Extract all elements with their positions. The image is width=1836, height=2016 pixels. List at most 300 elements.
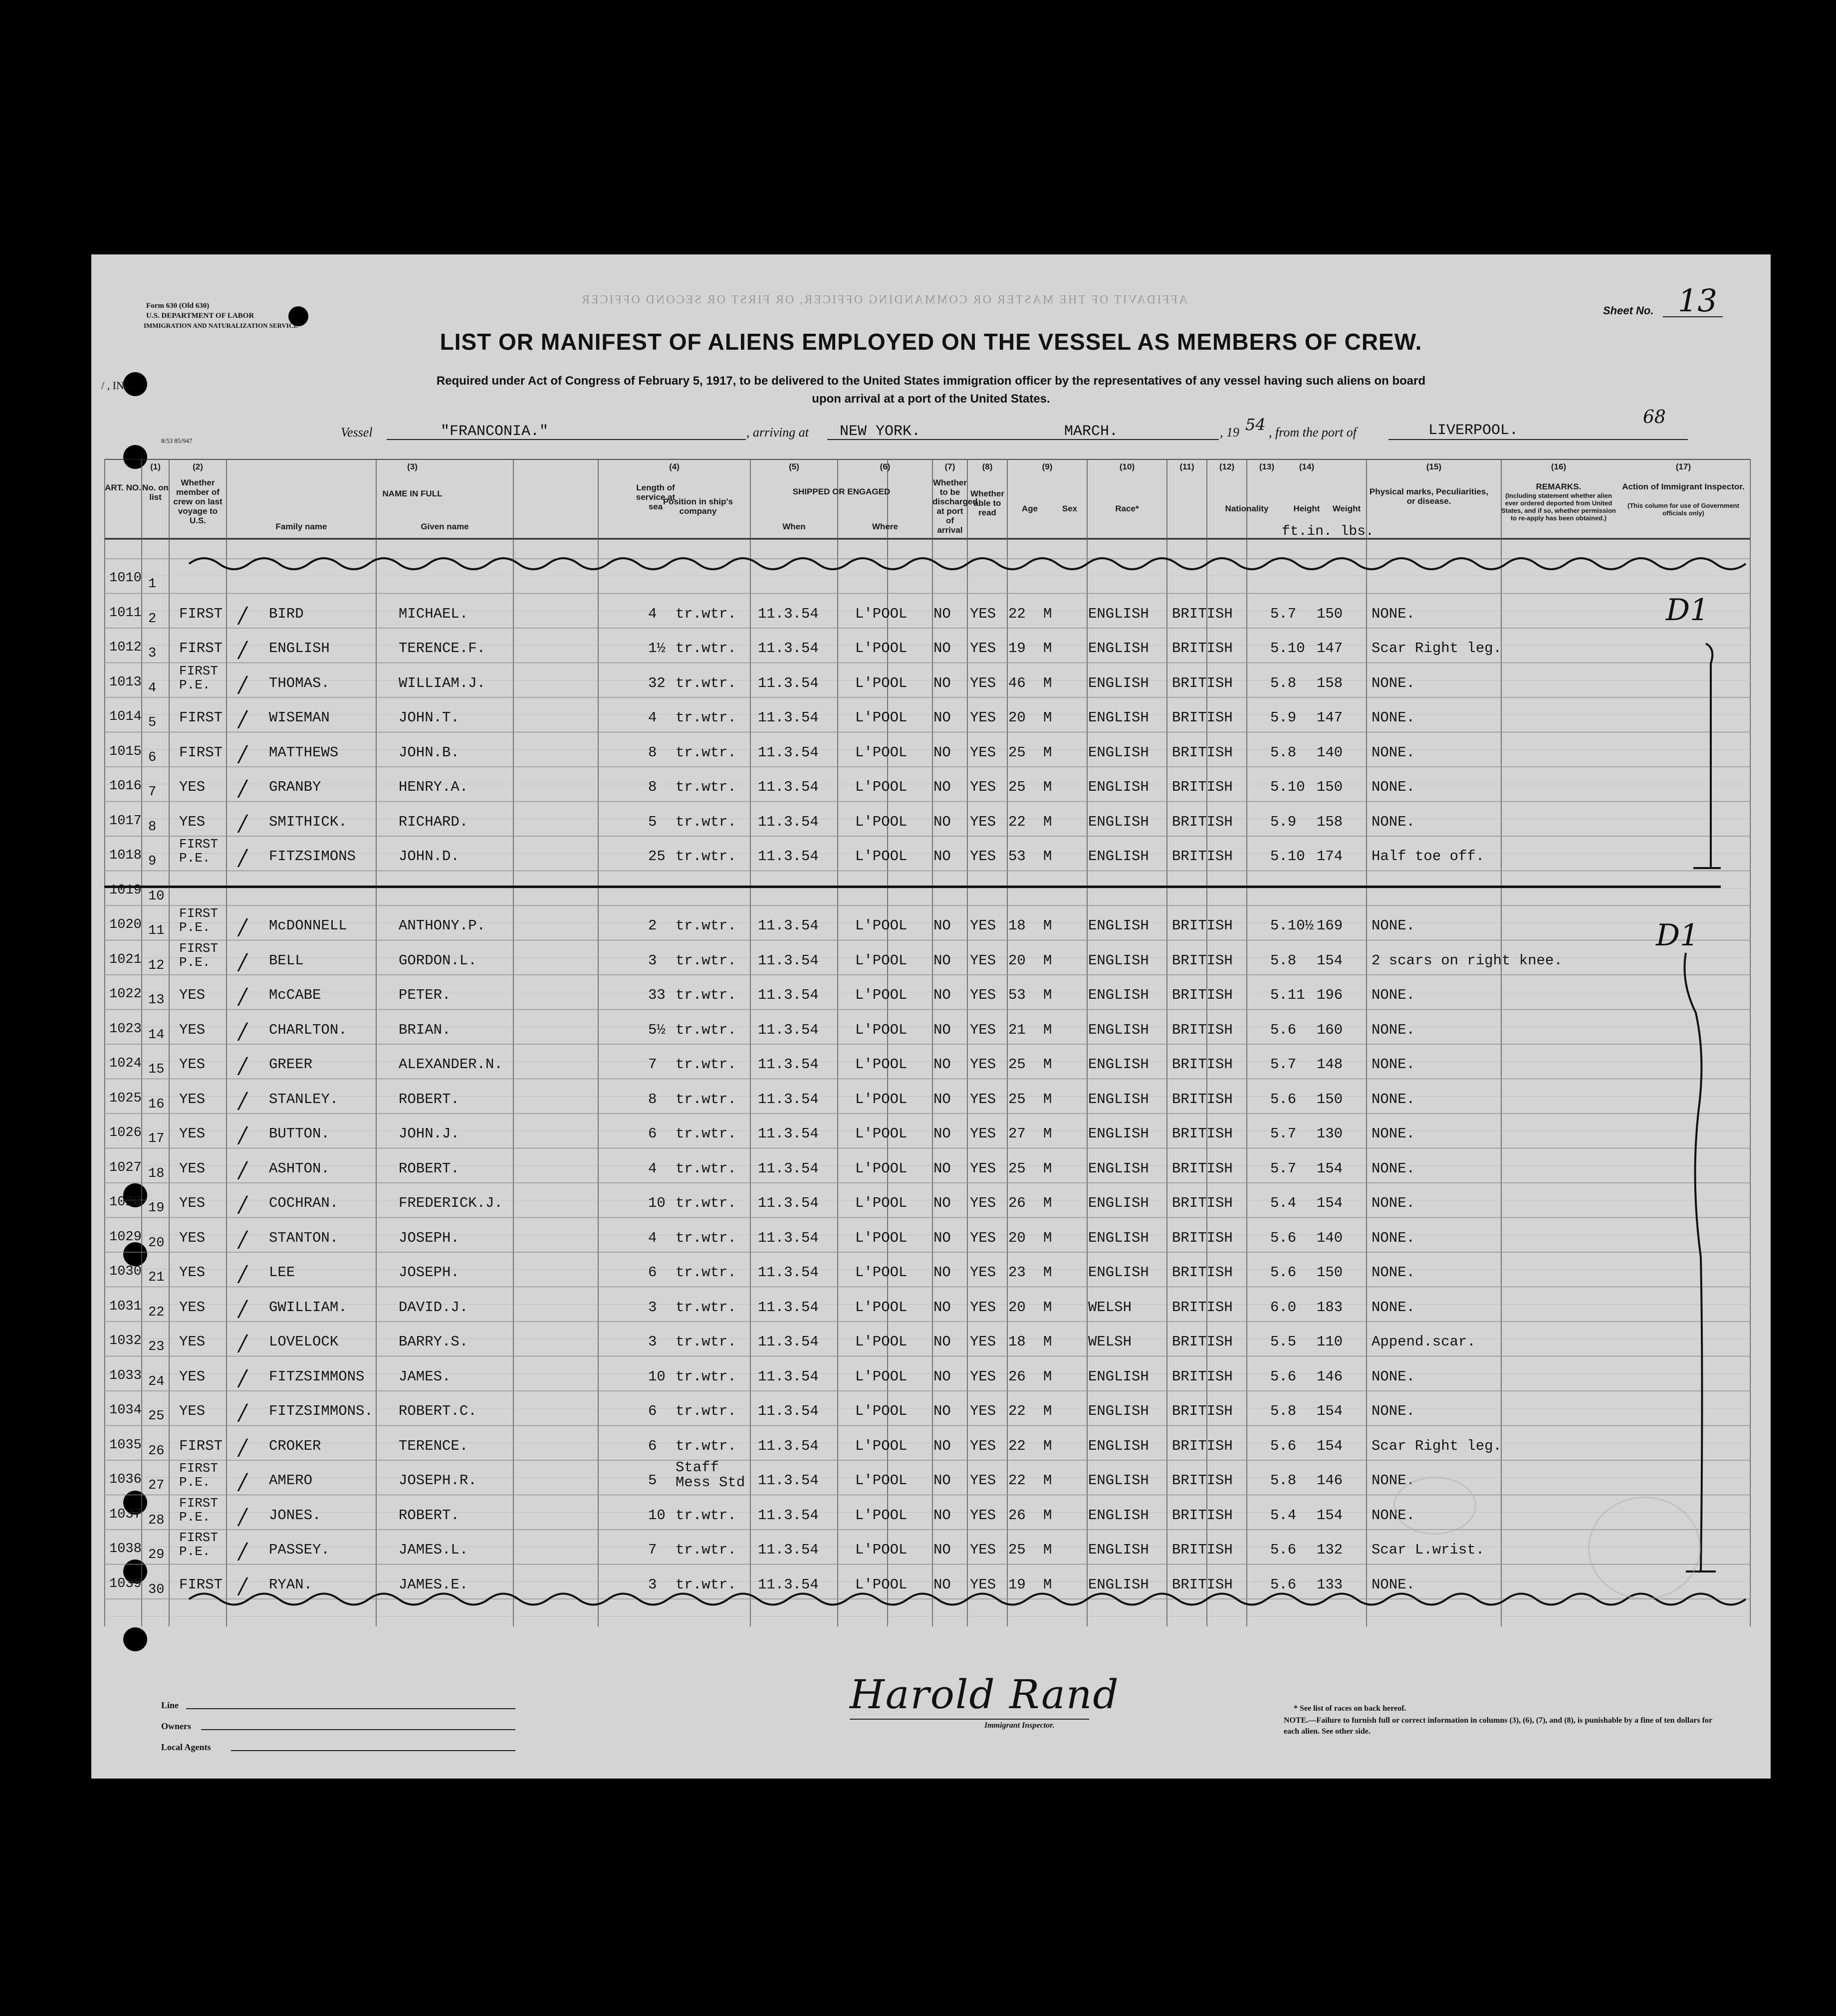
- cell-position: tr.wtr.: [676, 744, 736, 761]
- check-mark: /: [239, 1365, 246, 1391]
- cell-family: McCABE: [269, 987, 321, 1003]
- cell-position: tr.wtr.: [676, 813, 736, 830]
- cell-given: JAMES.L.: [399, 1542, 468, 1558]
- fine-note: NOTE.—Failure to furnish full or correct information in columns (3), (6), (7), and (8), is punishable by a fine of ten dollars for each alien. See other side.: [1284, 1716, 1712, 1736]
- cell-no: 21: [148, 1270, 165, 1285]
- cell-weight: 130: [1317, 1125, 1343, 1142]
- cell-marks: NONE.: [1372, 987, 1415, 1003]
- cell-family: BUTTON.: [269, 1125, 330, 1142]
- cell-where: L'POOL: [855, 779, 908, 795]
- cell-art: 1033: [109, 1368, 142, 1383]
- cell-age: 25: [1008, 1056, 1026, 1073]
- check-mark: /: [239, 1088, 246, 1114]
- cell-where: L'POOL: [855, 1125, 908, 1142]
- cell-read: YES: [970, 1125, 996, 1142]
- column-header: No. on list: [142, 483, 169, 502]
- cell-nat: BRITISH: [1172, 1334, 1233, 1350]
- cell-sex: M: [1043, 1056, 1052, 1073]
- cell-when: 11.3.54: [758, 674, 819, 691]
- cell-given: TERENCE.: [399, 1437, 468, 1454]
- cell-read: YES: [970, 1368, 996, 1385]
- cell-where: L'POOL: [855, 1472, 908, 1489]
- cell-when: 11.3.54: [758, 952, 819, 969]
- cell-where: L'POOL: [855, 1437, 908, 1454]
- arrival-month: MARCH.: [1064, 423, 1119, 440]
- cell-height: 5.7: [1270, 605, 1297, 622]
- cell-race: ENGLISH: [1088, 952, 1149, 969]
- cell-position: tr.wtr.: [676, 1542, 736, 1558]
- cell-race: ENGLISH: [1088, 917, 1149, 934]
- arriving-port: NEW YORK.: [840, 423, 921, 440]
- month-line: [1029, 439, 1219, 440]
- cell-given: JOHN.B.: [399, 744, 459, 761]
- cell-no: 18: [148, 1166, 165, 1181]
- form-number: Form 630 (Old 630): [146, 302, 210, 310]
- cell-position: tr.wtr.: [676, 779, 736, 795]
- cell-age: 20: [1008, 1229, 1026, 1246]
- cell-length: 10: [648, 1195, 666, 1211]
- cell-family: STANTON.: [269, 1229, 339, 1246]
- cell-disch: NO: [933, 1125, 951, 1142]
- cell-given: BRIAN.: [399, 1021, 451, 1038]
- cell-disch: NO: [933, 1334, 951, 1350]
- check-mark: /: [239, 706, 246, 732]
- cell-length: 6: [648, 1403, 657, 1419]
- cell-height: 5.7: [1270, 1160, 1297, 1177]
- page-mark: 68: [1643, 407, 1666, 428]
- cell-voyage: FIRST: [179, 605, 223, 622]
- cell-length: 10: [648, 1368, 666, 1385]
- subtitle-line-2: upon arrival at a port of the United States.: [812, 392, 1050, 406]
- cell-given: JOHN.D.: [399, 848, 459, 865]
- cell-read: YES: [970, 952, 996, 969]
- cell-family: SMITHICK.: [269, 813, 347, 830]
- cell-given: ROBERT.: [399, 1507, 459, 1524]
- cell-when: 11.3.54: [758, 1403, 819, 1419]
- cell-sex: M: [1043, 1368, 1052, 1385]
- column-header: Sex: [1062, 504, 1078, 513]
- cell-weight: 150: [1317, 605, 1343, 622]
- check-mark: /: [239, 1226, 246, 1252]
- cell-read: YES: [970, 1195, 996, 1211]
- cell-read: YES: [970, 1160, 996, 1177]
- cell-read: YES: [970, 605, 996, 622]
- cell-position: tr.wtr.: [676, 1229, 736, 1246]
- cell-nat: BRITISH: [1172, 1056, 1233, 1073]
- cell-race: ENGLISH: [1088, 1264, 1149, 1281]
- cell-voyage: YES: [179, 1195, 206, 1211]
- cell-marks: NONE.: [1372, 1195, 1415, 1211]
- cell-art: 1032: [109, 1334, 142, 1348]
- cell-marks: NONE.: [1372, 1403, 1415, 1419]
- cell-height: 5.8: [1270, 952, 1297, 969]
- cell-age: 22: [1008, 1403, 1026, 1419]
- cell-family: ASHTON.: [269, 1160, 330, 1177]
- column-header: Where: [872, 522, 898, 531]
- cell-art: 1015: [109, 744, 142, 759]
- cell-weight: 146: [1317, 1368, 1343, 1385]
- cell-art: 1031: [109, 1299, 142, 1314]
- cell-no: 4: [148, 680, 157, 696]
- cell-where: L'POOL: [855, 1264, 908, 1281]
- cell-position: tr.wtr.: [676, 1299, 736, 1316]
- inspector-label: Immigrant Inspector.: [984, 1721, 1055, 1730]
- cell-where: L'POOL: [855, 605, 908, 622]
- cell-sex: M: [1043, 1160, 1052, 1177]
- cell-where: L'POOL: [855, 1195, 908, 1211]
- cell-family: COCHRAN.: [269, 1195, 339, 1211]
- cell-when: 11.3.54: [758, 779, 819, 795]
- cell-read: YES: [970, 709, 996, 726]
- cell-where: L'POOL: [855, 1021, 908, 1038]
- cell-length: 32: [648, 674, 666, 691]
- cell-voyage: YES: [179, 1125, 206, 1142]
- cell-weight: 158: [1317, 674, 1343, 691]
- cell-position: tr.wtr.: [676, 1160, 736, 1177]
- cell-nat: BRITISH: [1172, 1507, 1233, 1524]
- cell-given: JAMES.E.: [399, 1576, 468, 1593]
- cell-length: 3: [648, 1576, 657, 1593]
- column-header: Whether able to read: [970, 489, 1004, 517]
- cell-where: L'POOL: [855, 1160, 908, 1177]
- cell-disch: NO: [933, 744, 951, 761]
- cell-weight: 132: [1317, 1542, 1343, 1558]
- cell-age: 53: [1008, 848, 1026, 865]
- cell-nat: BRITISH: [1172, 674, 1233, 691]
- column-header: When: [782, 522, 806, 531]
- cell-family: FITZSIMMONS: [269, 1368, 365, 1385]
- cell-disch: NO: [933, 1056, 951, 1073]
- cell-marks: NONE.: [1372, 1091, 1415, 1108]
- cell-race: ENGLISH: [1088, 848, 1149, 865]
- cell-sex: M: [1043, 709, 1052, 726]
- column-header: (5): [789, 462, 799, 471]
- cell-where: L'POOL: [855, 744, 908, 761]
- cell-no: 27: [148, 1478, 165, 1493]
- cell-given: ROBERT.: [399, 1091, 459, 1108]
- cell-when: 11.3.54: [758, 1125, 819, 1142]
- cell-art: 1012: [109, 640, 142, 655]
- cell-sex: M: [1043, 1195, 1052, 1211]
- cell-race: ENGLISH: [1088, 1507, 1149, 1524]
- service-label: IMMIGRATION AND NATURALIZATION SERVICE: [144, 322, 298, 329]
- check-mark: /: [239, 1157, 246, 1183]
- cell-when: 11.3.54: [758, 605, 819, 622]
- cell-length: 4: [648, 1229, 657, 1246]
- cell-marks: NONE.: [1372, 1576, 1415, 1593]
- cell-marks: NONE.: [1372, 1229, 1415, 1246]
- cell-length: 4: [648, 709, 657, 726]
- cell-where: L'POOL: [855, 1576, 908, 1593]
- cell-no: 20: [148, 1235, 165, 1251]
- cell-nat: BRITISH: [1172, 640, 1233, 657]
- column-header: REMARKS.: [1536, 482, 1582, 491]
- cell-art: 1026: [109, 1125, 142, 1140]
- cell-family: BELL: [269, 952, 304, 969]
- column-header: Height: [1293, 504, 1320, 513]
- cell-disch: NO: [933, 1576, 951, 1593]
- check-mark: /: [239, 1261, 246, 1287]
- agents-field: [231, 1750, 515, 1751]
- cell-given: JOHN.J.: [399, 1125, 459, 1142]
- column-header: SHIPPED OR ENGAGED: [792, 487, 891, 496]
- line-label: Line: [161, 1700, 179, 1710]
- cell-height: 5.10: [1270, 848, 1305, 865]
- cell-length: 7: [648, 1542, 657, 1558]
- cell-art: 1038: [109, 1542, 142, 1557]
- cell-length: 6: [648, 1125, 657, 1142]
- cell-nat: BRITISH: [1172, 1091, 1233, 1108]
- cell-when: 11.3.54: [758, 1507, 819, 1524]
- check-mark: /: [239, 1539, 246, 1564]
- cell-marks: NONE.: [1372, 1472, 1415, 1489]
- cell-when: 11.3.54: [758, 813, 819, 830]
- cell-family: LEE: [269, 1264, 295, 1281]
- cell-where: L'POOL: [855, 1056, 908, 1073]
- cell-marks: NONE.: [1372, 779, 1415, 795]
- column-header: (15): [1426, 462, 1442, 471]
- cell-position: tr.wtr.: [676, 1056, 736, 1073]
- cell-voyage: YES: [179, 1403, 206, 1419]
- cell-sex: M: [1043, 987, 1052, 1003]
- cell-when: 11.3.54: [758, 709, 819, 726]
- check-mark: /: [239, 602, 246, 628]
- check-mark: /: [239, 810, 246, 836]
- column-header: (9): [1042, 462, 1053, 471]
- cell-weight: 169: [1317, 917, 1343, 934]
- cell-sex: M: [1043, 1334, 1052, 1350]
- cell-no: 28: [148, 1513, 165, 1528]
- cell-family: AMERO: [269, 1472, 313, 1489]
- cell-art: 1018: [109, 848, 142, 863]
- cell-height: 5.10½: [1270, 917, 1314, 934]
- column-header: Weight: [1332, 504, 1361, 513]
- cell-no: 7: [148, 785, 157, 800]
- cell-age: 20: [1008, 1299, 1026, 1316]
- cell-disch: NO: [933, 1021, 951, 1038]
- cell-length: 4: [648, 1160, 657, 1177]
- cell-given: FREDERICK.J.: [399, 1195, 503, 1211]
- cell-age: 23: [1008, 1264, 1026, 1281]
- cell-no: 12: [148, 958, 165, 973]
- cell-when: 11.3.54: [758, 1195, 819, 1211]
- cell-voyage: YES: [179, 987, 206, 1003]
- cell-race: ENGLISH: [1088, 1368, 1149, 1385]
- cell-race: ENGLISH: [1088, 1021, 1149, 1038]
- owners-label: Owners: [161, 1721, 191, 1731]
- cell-disch: NO: [933, 1195, 951, 1211]
- cell-art: 1016: [109, 779, 142, 794]
- cell-weight: 140: [1317, 744, 1343, 761]
- cell-family: FITZSIMMONS.: [269, 1403, 373, 1419]
- cell-weight: 154: [1317, 1507, 1343, 1524]
- column-header: (Including statement whether alien ever ordered deported from United States, and if so, whether permission to re-apply has been obtained.): [1501, 492, 1616, 522]
- cell-no: 23: [148, 1340, 165, 1354]
- cell-no: 9: [148, 854, 157, 869]
- cell-marks: 2 scars on right knee.: [1372, 952, 1563, 969]
- cell-no: 24: [148, 1374, 165, 1389]
- cell-voyage: FIRST: [179, 744, 223, 761]
- cell-nat: BRITISH: [1172, 848, 1233, 865]
- cell-given: MICHAEL.: [399, 605, 468, 622]
- cell-height: 6.0: [1270, 1299, 1297, 1316]
- cell-race: ENGLISH: [1088, 1056, 1149, 1073]
- cell-race: ENGLISH: [1088, 1472, 1149, 1489]
- cell-nat: BRITISH: [1172, 1229, 1233, 1246]
- cell-read: YES: [970, 1021, 996, 1038]
- check-mark: /: [239, 1573, 246, 1599]
- cell-position: tr.wtr.: [676, 1264, 736, 1281]
- column-header: (13): [1259, 462, 1275, 471]
- cell-height: 5.4: [1270, 1195, 1297, 1211]
- cell-age: 19: [1008, 640, 1026, 657]
- cell-length: 25: [648, 848, 666, 865]
- cell-marks: NONE.: [1372, 1299, 1415, 1316]
- cell-race: WELSH: [1088, 1334, 1132, 1350]
- table-grid: [104, 459, 1751, 1626]
- cell-position: tr.wtr.: [676, 1507, 736, 1524]
- cell-art: 1024: [109, 1056, 142, 1071]
- cell-weight: 154: [1317, 952, 1343, 969]
- cell-no: 1: [148, 577, 157, 592]
- column-header: Race*: [1115, 504, 1139, 513]
- cell-nat: BRITISH: [1172, 917, 1233, 934]
- check-mark: /: [239, 1296, 246, 1322]
- column-header: Family name: [275, 522, 327, 531]
- cell-given: JOSEPH.: [399, 1229, 459, 1246]
- cell-race: ENGLISH: [1088, 779, 1149, 795]
- column-header: Physical marks, Peculiarities, or disease.: [1369, 487, 1489, 506]
- cell-length: 5½: [648, 1021, 666, 1038]
- check-mark: /: [239, 1469, 246, 1495]
- manifest-sheet: [91, 254, 1771, 1779]
- cell-weight: 147: [1317, 640, 1343, 657]
- cell-no: 14: [148, 1027, 165, 1043]
- column-header: Whether member of crew on last voyage to U.S.: [173, 478, 223, 525]
- cell-nat: BRITISH: [1172, 1403, 1233, 1419]
- cell-voyage: FIRST: [179, 1437, 223, 1454]
- cell-disch: NO: [933, 674, 951, 691]
- cell-art: 1013: [109, 674, 142, 690]
- cell-given: ALEXANDER.N.: [399, 1056, 503, 1073]
- cell-disch: NO: [933, 848, 951, 865]
- seal-stamp: [1588, 1497, 1701, 1599]
- column-header: (2): [193, 462, 203, 471]
- cell-length: 3: [648, 1334, 657, 1350]
- column-header: (8): [982, 462, 993, 471]
- check-mark: /: [239, 1018, 246, 1044]
- cell-race: ENGLISH: [1088, 1542, 1149, 1558]
- cell-height: 5.8: [1270, 1403, 1297, 1419]
- cell-when: 11.3.54: [758, 1229, 819, 1246]
- cell-position: tr.wtr.: [676, 1091, 736, 1108]
- inspector-annotation: D1: [1666, 593, 1709, 628]
- cell-race: ENGLISH: [1088, 744, 1149, 761]
- cell-art: 1028: [109, 1195, 142, 1210]
- cell-nat: BRITISH: [1172, 1160, 1233, 1177]
- cell-disch: NO: [933, 1264, 951, 1281]
- form-ref: 8/53 85/947: [161, 437, 193, 445]
- cell-height: 5.6: [1270, 1368, 1297, 1385]
- cell-given: ROBERT.: [399, 1160, 459, 1177]
- cell-when: 11.3.54: [758, 744, 819, 761]
- cell-no: 16: [148, 1097, 165, 1112]
- cell-given: ROBERT.C.: [399, 1403, 477, 1419]
- cell-length: 10: [648, 1507, 666, 1524]
- cell-length: 8: [648, 1091, 657, 1108]
- cell-race: ENGLISH: [1088, 1091, 1149, 1108]
- cell-marks: NONE.: [1372, 1056, 1415, 1073]
- cell-when: 11.3.54: [758, 1368, 819, 1385]
- cell-position: tr.wtr.: [676, 709, 736, 726]
- cell-when: 11.3.54: [758, 640, 819, 657]
- cell-read: YES: [970, 1334, 996, 1350]
- check-mark: /: [239, 1434, 246, 1460]
- cell-art: 1011: [109, 605, 142, 621]
- column-header: (14): [1299, 462, 1315, 471]
- cell-no: 29: [148, 1548, 165, 1563]
- cell-art: 1019: [109, 883, 142, 898]
- cell-read: YES: [970, 744, 996, 761]
- cell-sex: M: [1043, 779, 1052, 795]
- cell-nat: BRITISH: [1172, 1437, 1233, 1454]
- cell-weight: 148: [1317, 1056, 1343, 1073]
- year-prefix: , 19: [1220, 425, 1239, 440]
- cell-disch: NO: [933, 987, 951, 1003]
- cell-sex: M: [1043, 813, 1052, 830]
- cell-nat: BRITISH: [1172, 1125, 1233, 1142]
- cell-when: 11.3.54: [758, 1299, 819, 1316]
- cell-read: YES: [970, 1542, 996, 1558]
- bleed-through-text: AFFIDAVIT OF THE MASTER OR COMMANDING OFFICER, OR FIRST OR SECOND OFFICER: [580, 293, 1188, 306]
- cell-when: 11.3.54: [758, 848, 819, 865]
- cell-position: tr.wtr.: [676, 1334, 736, 1350]
- cell-art: 1023: [109, 1021, 142, 1037]
- cell-where: L'POOL: [855, 640, 908, 657]
- cell-no: 30: [148, 1582, 165, 1597]
- cell-voyage: FIRST: [179, 709, 223, 726]
- cell-where: L'POOL: [855, 1507, 908, 1524]
- cell-given: DAVID.J.: [399, 1299, 468, 1316]
- cell-weight: 150: [1317, 1091, 1343, 1108]
- cell-height: 5.6: [1270, 1542, 1297, 1558]
- cell-marks: Append.scar.: [1372, 1334, 1476, 1350]
- cell-age: 25: [1008, 1160, 1026, 1177]
- cell-age: 18: [1008, 1334, 1026, 1350]
- cell-weight: 110: [1317, 1334, 1343, 1350]
- from-port-label: , from the port of: [1269, 425, 1357, 440]
- cell-position: Staff Mess Std: [676, 1459, 745, 1491]
- cell-given: TERENCE.F.: [399, 640, 486, 657]
- column-header: (7): [944, 462, 955, 471]
- cell-marks: NONE.: [1372, 1507, 1415, 1524]
- cell-sex: M: [1043, 1229, 1052, 1246]
- cell-marks: NONE.: [1372, 605, 1415, 622]
- cell-weight: 158: [1317, 813, 1343, 830]
- cell-height: 5.4: [1270, 1507, 1297, 1524]
- cell-height: 5.6: [1270, 1264, 1297, 1281]
- cell-given: JOSEPH.: [399, 1264, 459, 1281]
- cell-position: tr.wtr.: [676, 987, 736, 1003]
- cell-disch: NO: [933, 1368, 951, 1385]
- column-header: Whether to be discharged at port of arrival: [932, 478, 978, 535]
- cell-age: 22: [1008, 605, 1026, 622]
- cell-no: 15: [148, 1062, 165, 1077]
- cell-family: GREER: [269, 1056, 313, 1073]
- check-mark: /: [239, 741, 246, 767]
- cell-age: 22: [1008, 1437, 1026, 1454]
- check-mark: /: [239, 1192, 246, 1217]
